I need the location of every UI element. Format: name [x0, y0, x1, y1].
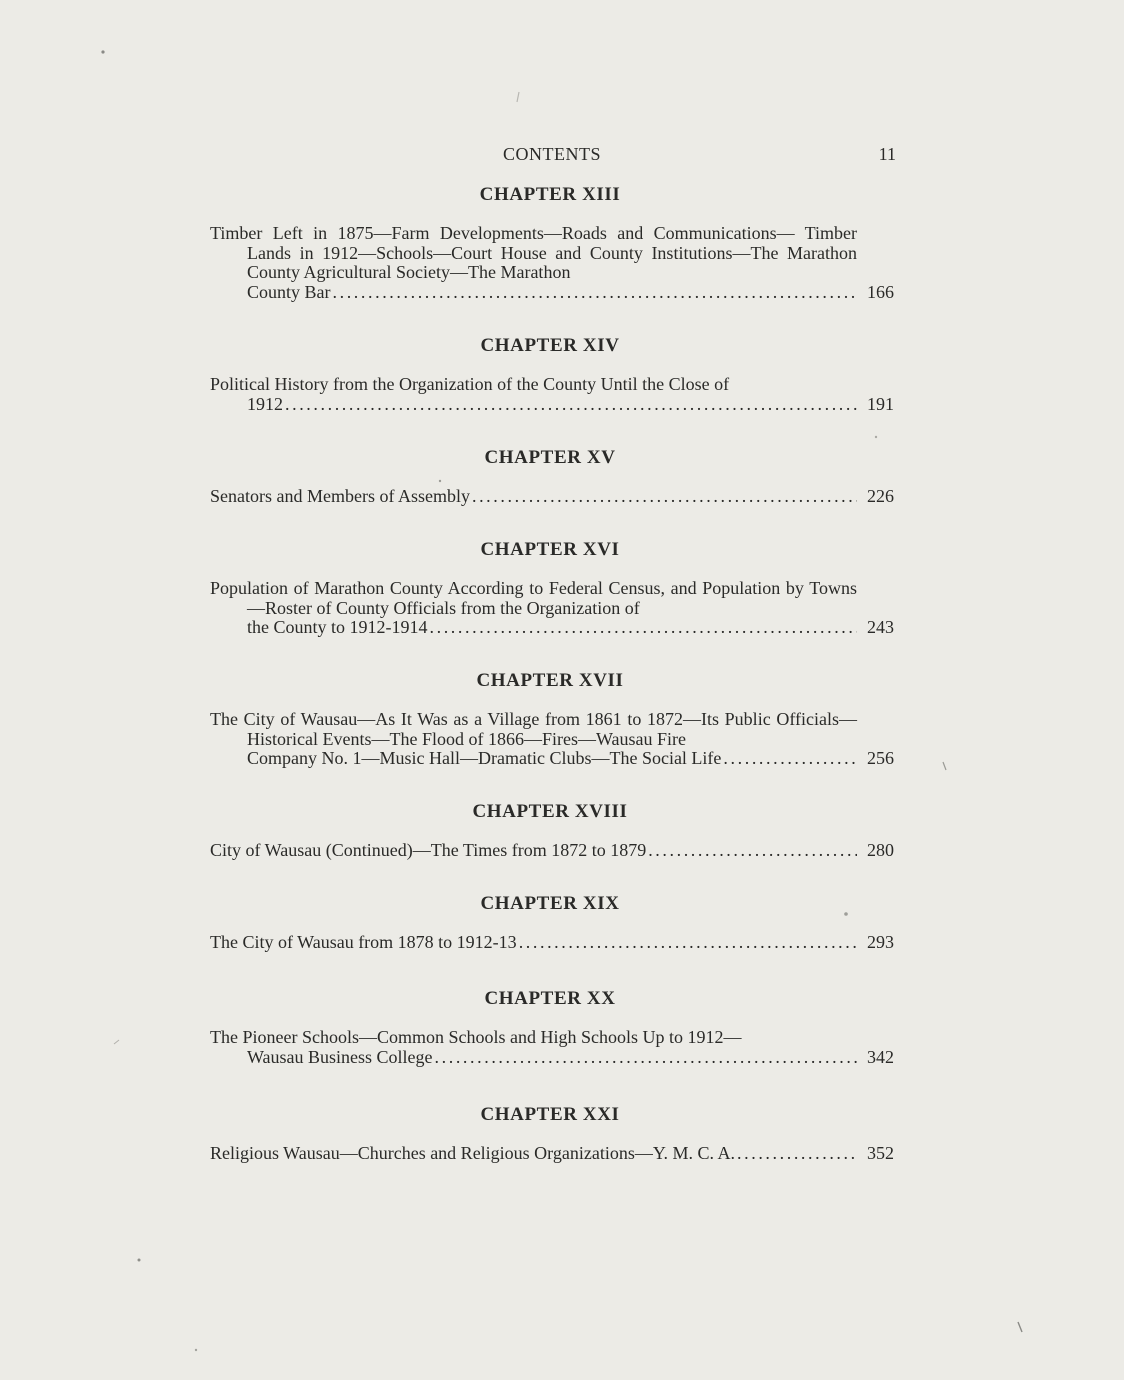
- entry-last-line: [210, 1143, 894, 1164]
- chapter-xiii: [0, 184, 1124, 302]
- chapter-heading: CHAPTER XIX: [480, 893, 620, 914]
- chapter-heading: CHAPTER XXI: [480, 1104, 620, 1125]
- page-reference: 226: [867, 486, 894, 506]
- chapter-heading: CHAPTER XVI: [480, 539, 620, 560]
- page-reference: 293: [867, 932, 894, 952]
- entry-last-line: [210, 840, 894, 861]
- chapter-heading: CHAPTER XV: [484, 447, 616, 468]
- dot-leader: [737, 1144, 857, 1164]
- dot-leader: [472, 487, 857, 507]
- entry-last-line: [210, 486, 894, 507]
- chapter-xvi: [0, 539, 1124, 638]
- dot-leader: [648, 841, 857, 861]
- entry-last-line-text: 1912: [247, 393, 283, 414]
- toc-entry: [210, 710, 894, 769]
- dot-leader: [285, 395, 857, 415]
- page-reference: 256: [867, 748, 894, 768]
- page-reference: 191: [867, 393, 894, 414]
- entry-last-line: [210, 1046, 894, 1068]
- entry-last-line-text: Religious Wausau—Churches and Religious Organizations—Y. M. C. A.: [210, 1143, 736, 1163]
- entry-text: Political History from the Organization of the County Until the Close of: [210, 374, 730, 394]
- entry-last-line-text: Senators and Members of Assembly: [210, 486, 470, 506]
- entry-text: Population of Marathon County According to Federal Census, and Population by Towns—Roster of County Officials from the Organization of: [210, 578, 857, 618]
- entry-last-line-text: the County to 1912-1914: [247, 617, 428, 637]
- dot-leader: [519, 933, 857, 953]
- chapter-heading: CHAPTER XIV: [480, 335, 620, 356]
- toc-entry: [210, 224, 894, 302]
- entry-last-line-text: Company No. 1—Music Hall—Dramatic Clubs—The Social Life: [247, 748, 722, 768]
- chapter-xv: [0, 447, 1124, 507]
- dot-leader: [723, 749, 857, 769]
- toc-entry: [210, 579, 894, 638]
- entry-text: The Pioneer Schools—Common Schools and High Schools Up to 1912—: [210, 1027, 742, 1047]
- chapter-heading: CHAPTER XIII: [479, 184, 621, 205]
- chapter-xvii: [0, 670, 1124, 769]
- entry-text: The City of Wausau—As It Was as a Village from 1861 to 1872—Its Public Officials—Historical Events—The Flood of 1866—Fires—Wausau Fire: [210, 709, 857, 749]
- entry-last-line-text: The City of Wausau from 1878 to 1912-13: [210, 932, 517, 952]
- entry-last-line: [210, 393, 894, 415]
- toc-entry: [210, 1028, 894, 1067]
- dot-leader: [435, 1048, 857, 1068]
- entry-last-line-text: Wausau Business College: [247, 1046, 433, 1067]
- chapter-xxi: [0, 1104, 1124, 1164]
- page-reference: 280: [867, 840, 894, 860]
- running-head: [0, 144, 1124, 168]
- chapter-heading: CHAPTER XVII: [476, 670, 624, 691]
- page-reference: 352: [867, 1143, 894, 1163]
- toc-entry: [210, 487, 894, 507]
- page-reference: 243: [867, 617, 894, 637]
- chapter-xx: [0, 988, 1124, 1067]
- running-head-title: CONTENTS: [503, 144, 601, 164]
- dot-leader: [333, 283, 858, 303]
- page-reference: 342: [867, 1046, 894, 1067]
- chapter-xiv: [0, 335, 1124, 414]
- entry-last-line: [210, 932, 894, 953]
- entry-last-line-text: City of Wausau (Continued)—The Times from 1872 to 1879: [210, 840, 647, 860]
- toc-entry: [210, 375, 894, 414]
- entry-last-line-text: County Bar: [247, 281, 331, 302]
- chapter-heading: CHAPTER XX: [484, 988, 616, 1009]
- chapter-xix: [0, 893, 1124, 953]
- entry-last-line: [210, 748, 894, 769]
- chapter-xviii: [0, 801, 1124, 861]
- page-reference: 166: [867, 281, 894, 302]
- entry-text: Timber Left in 1875—Farm Developments—Roads and Communications— Timber Lands in 1912—Schools—Court House and County Institutions—The Marathon County Agricultural Society—The Marathon: [210, 223, 857, 282]
- dot-leader: [430, 618, 858, 638]
- toc-entry: [210, 841, 894, 861]
- toc-entry: [210, 1144, 894, 1164]
- entry-last-line: [210, 281, 894, 303]
- entry-last-line: [210, 617, 894, 638]
- page-number: 11: [878, 144, 896, 164]
- toc-entry: [210, 933, 894, 953]
- chapter-heading: CHAPTER XVIII: [472, 801, 628, 822]
